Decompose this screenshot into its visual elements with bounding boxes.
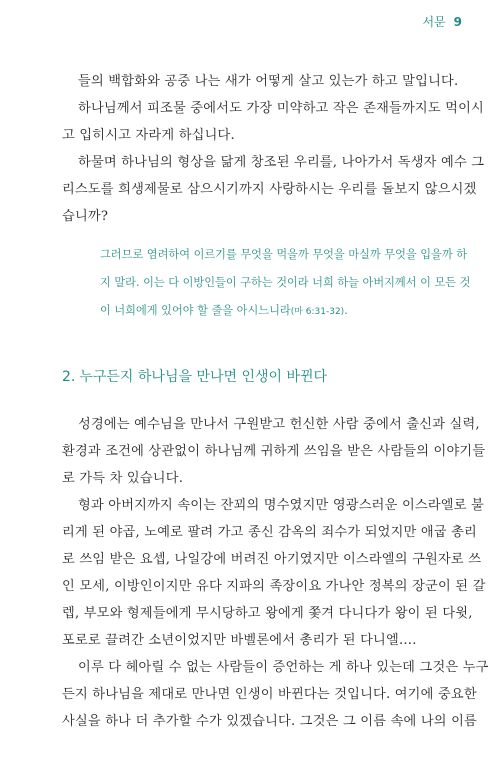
page-number: 9 [453,15,462,29]
text-line: 리스도를 희생제물로 삼으시기까지 사랑하시는 우리를 돌보지 않으시겠 [62,182,477,197]
text-line: 인 모세, 이방인이지만 유다 지파의 족장이요 가나안 정복의 장군이 된 갈 [62,579,486,594]
scripture-quote [100,241,471,325]
text-line: 로 가득 차 있습니다. [62,471,184,486]
text-line: 든지 하나님을 제대로 만나면 인생이 바뀐다는 것입니다. 여기에 중요한 [62,687,477,702]
section-heading-title: 누구든지 하나님을 만나면 인생이 바뀐다 [79,369,328,385]
quote-line: 그러므로 염려하여 이르기를 무엇을 먹을까 무엇을 마실까 무엇을 입을까 하 [100,248,468,261]
text-line: 로 쓰임 받은 요셉, 나일강에 버려진 아기였지만 이스라엘의 구원자로 쓰 [62,552,482,567]
text-line: 렙, 부모와 형제들에게 무시당하고 왕에게 쫓겨 다니다가 왕이 된 다윗, [62,606,473,621]
text-line: 환경과 조건에 상관없이 하나님께 귀하게 쓰임을 받은 사람들의 이야기들 [62,444,486,459]
text-line: 리게 된 야곱, 노예로 팔려 가고 종신 감옥의 죄수가 되었지만 애굽 총리 [62,525,477,540]
text-line: 사실을 하나 더 추가할 수가 있겠습니다. 그것은 그 이름 속에 나의 이름 [62,714,477,729]
text-line: 하물며 하나님의 형상을 닮게 창조된 우리를, 나아가서 독생자 예수 그 [78,155,485,170]
paragraph-2 [62,411,486,654]
quote-line: 이 너희에게 있어야 할 줄을 아시느니라 [100,304,291,317]
scripture-reference: (마 6:31-32) [290,307,345,317]
text-line: 형과 아버지까지 속이는 잔꾀의 명수였지만 영광스러운 이스라엘로 불 [78,498,484,513]
text-line: 하나님께서 피조물 중에서도 가장 미약하고 작은 존재들까지도 먹이시 [78,101,484,116]
section-heading [62,366,327,386]
text-line: 고 입히시고 자라게 하십니다. [62,128,235,143]
section-number: 2. [62,369,76,385]
section-title: 서문 [422,15,446,29]
quote-line: 지 말라. 이는 다 이방인들이 구하는 것이라 너희 하늘 아버지께서 이 모든 것 [100,276,471,289]
text-line: 습니까? [62,209,109,224]
text-line: 들의 백합화와 공중 나는 새가 어떻게 살고 있는가 하고 말입니다. [78,74,459,89]
paragraph-1 [62,68,485,230]
paragraph-3 [62,654,489,735]
running-header [422,13,462,30]
text-line: 포로로 끌려간 소년이었지만 바벨론에서 총리가 된 다니엘…. [62,633,417,648]
text-line: 이루 다 헤아릴 수 없는 사람들이 증언하는 게 하나 있는데 그것은 누구 [78,660,489,675]
quote-end: . [344,304,348,317]
text-line: 성경에는 예수님을 만나서 구원받고 헌신한 사람 중에서 출신과 실력, [78,417,480,432]
